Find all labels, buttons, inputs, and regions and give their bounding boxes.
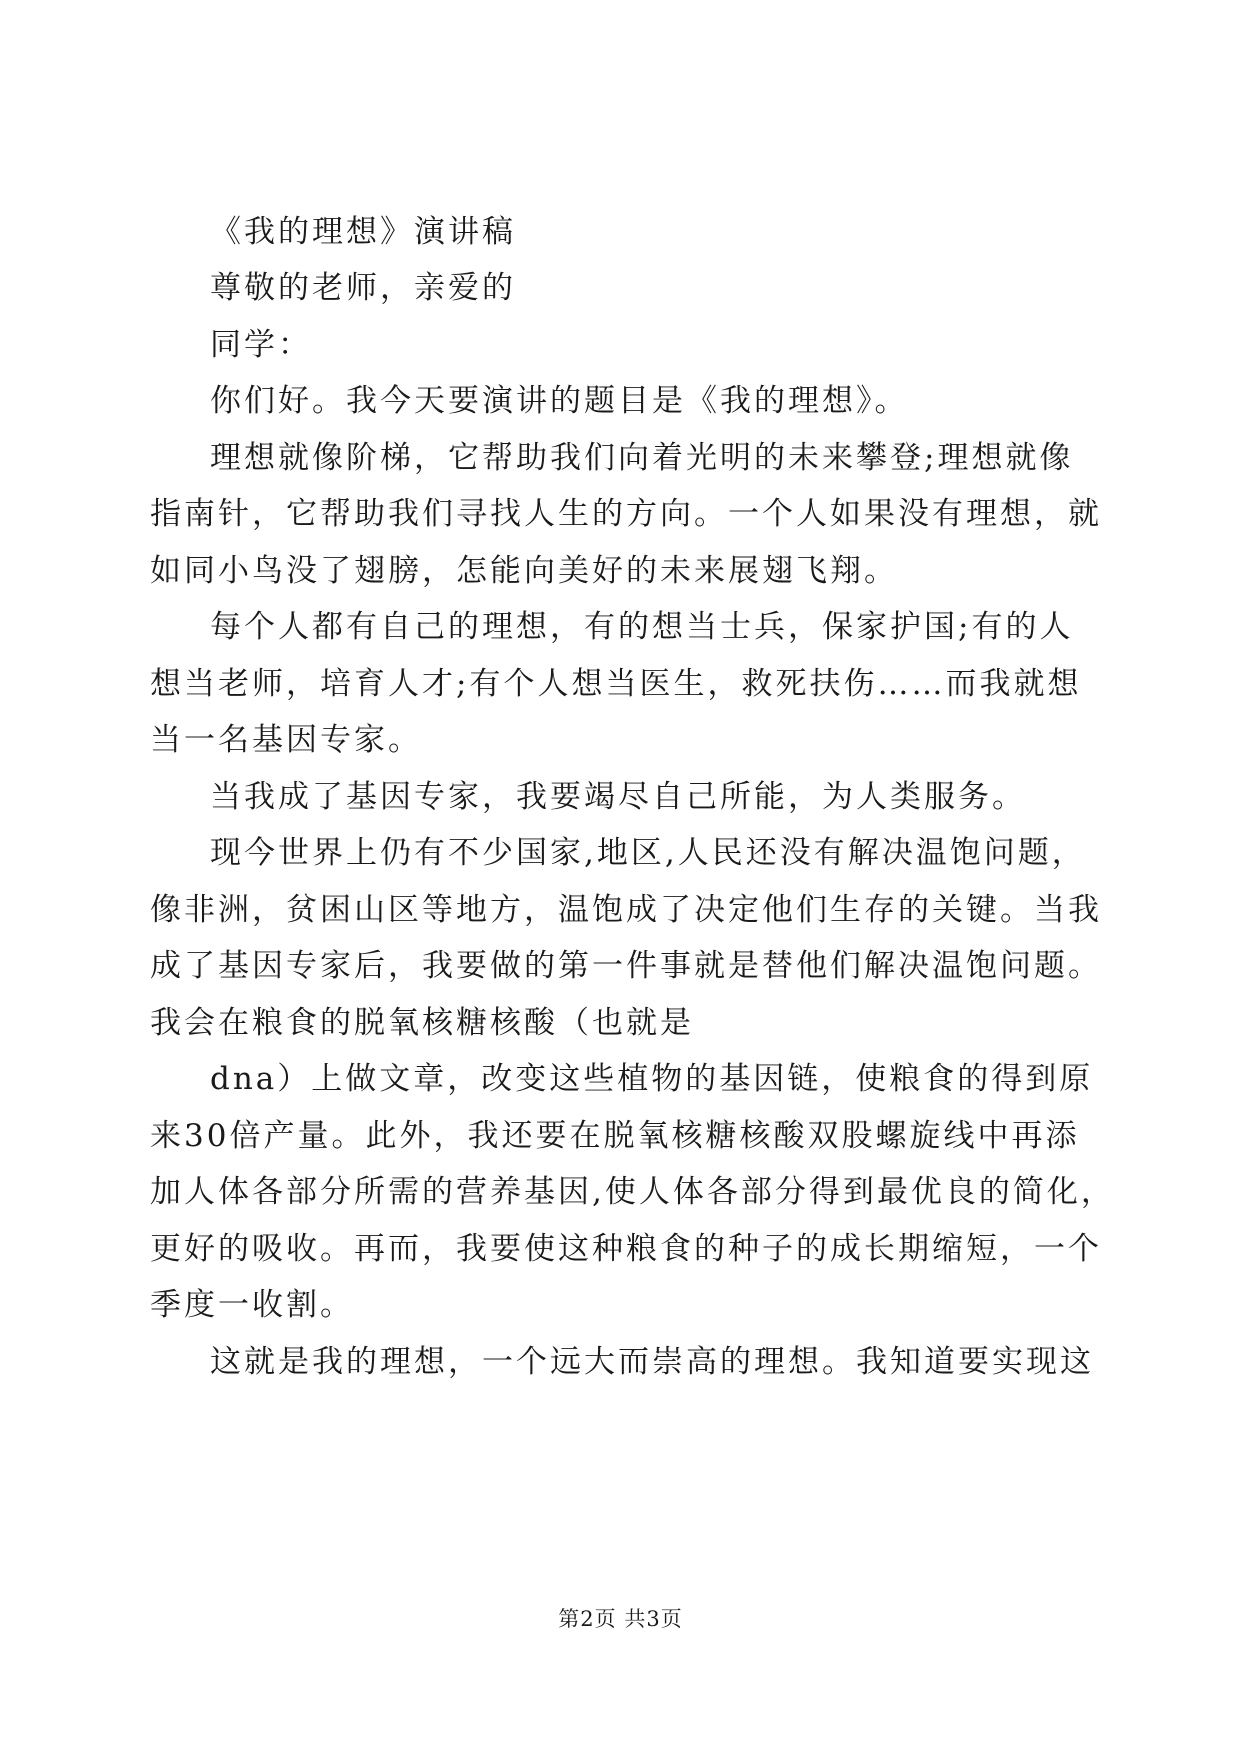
paragraph-line: 像非洲，贫困山区等地方，温饱成了决定他们生存的关键。当我 xyxy=(150,892,1102,928)
paragraph-line: 加人体各部分所需的营养基因,使人体各部分得到最优良的简化， xyxy=(150,1174,1115,1210)
paragraph-line: 理想就像阶梯，它帮助我们向着光明的未来攀登;理想就像 xyxy=(210,440,1074,476)
paragraph-line: 当我成了基因专家，我要竭尽自己所能，为人类服务。 xyxy=(210,779,1026,815)
paragraph-line: 现今世界上仍有不少国家,地区,人民还没有解决温饱问题， xyxy=(210,835,1086,871)
paragraph-line: 这就是我的理想，一个远大而崇高的理想。我知道要实现这 xyxy=(210,1344,1094,1380)
paragraph-line: 当一名基因专家。 xyxy=(150,722,422,758)
paragraph-line: 指南针，它帮助我们寻找人生的方向。一个人如果没有理想，就 xyxy=(150,496,1102,532)
paragraph-line: 我会在粮食的脱氧核糖核酸（也就是 xyxy=(150,1005,694,1041)
paragraph-line: 每个人都有自己的理想，有的想当士兵，保家护国;有的人 xyxy=(210,609,1074,645)
paragraph-line: 季度一收割。 xyxy=(150,1287,354,1323)
paragraph-line: 如同小鸟没了翅膀，怎能向美好的未来展翅飞翔。 xyxy=(150,553,898,589)
page-number: 第2页 共3页 xyxy=(558,1607,683,1631)
paragraph-line: 来30倍产量。此外，我还要在脱氧核糖核酸双股螺旋线中再添 xyxy=(150,1118,1080,1154)
speech-title: 《我的理想》演讲稿 xyxy=(210,214,516,250)
greeting-line: 你们好。我今天要演讲的题目是《我的理想》。 xyxy=(210,383,909,419)
paragraph-line: 成了基因专家后，我要做的第一件事就是替他们解决温饱问题。 xyxy=(150,948,1102,984)
salutation-line-1: 尊敬的老师，亲爱的 xyxy=(210,270,516,306)
salutation-line-2: 同学： xyxy=(210,327,312,363)
paragraph-line: dna）上做文章，改变这些植物的基因链，使粮食的得到原 xyxy=(210,1061,1094,1097)
paragraph-line: 想当老师，培育人才;有个人想当医生，救死扶伤……而我就想 xyxy=(150,666,1082,702)
paragraph-line: 更好的吸收。再而，我要使这种粮食的种子的成长期缩短，一个 xyxy=(150,1231,1102,1267)
